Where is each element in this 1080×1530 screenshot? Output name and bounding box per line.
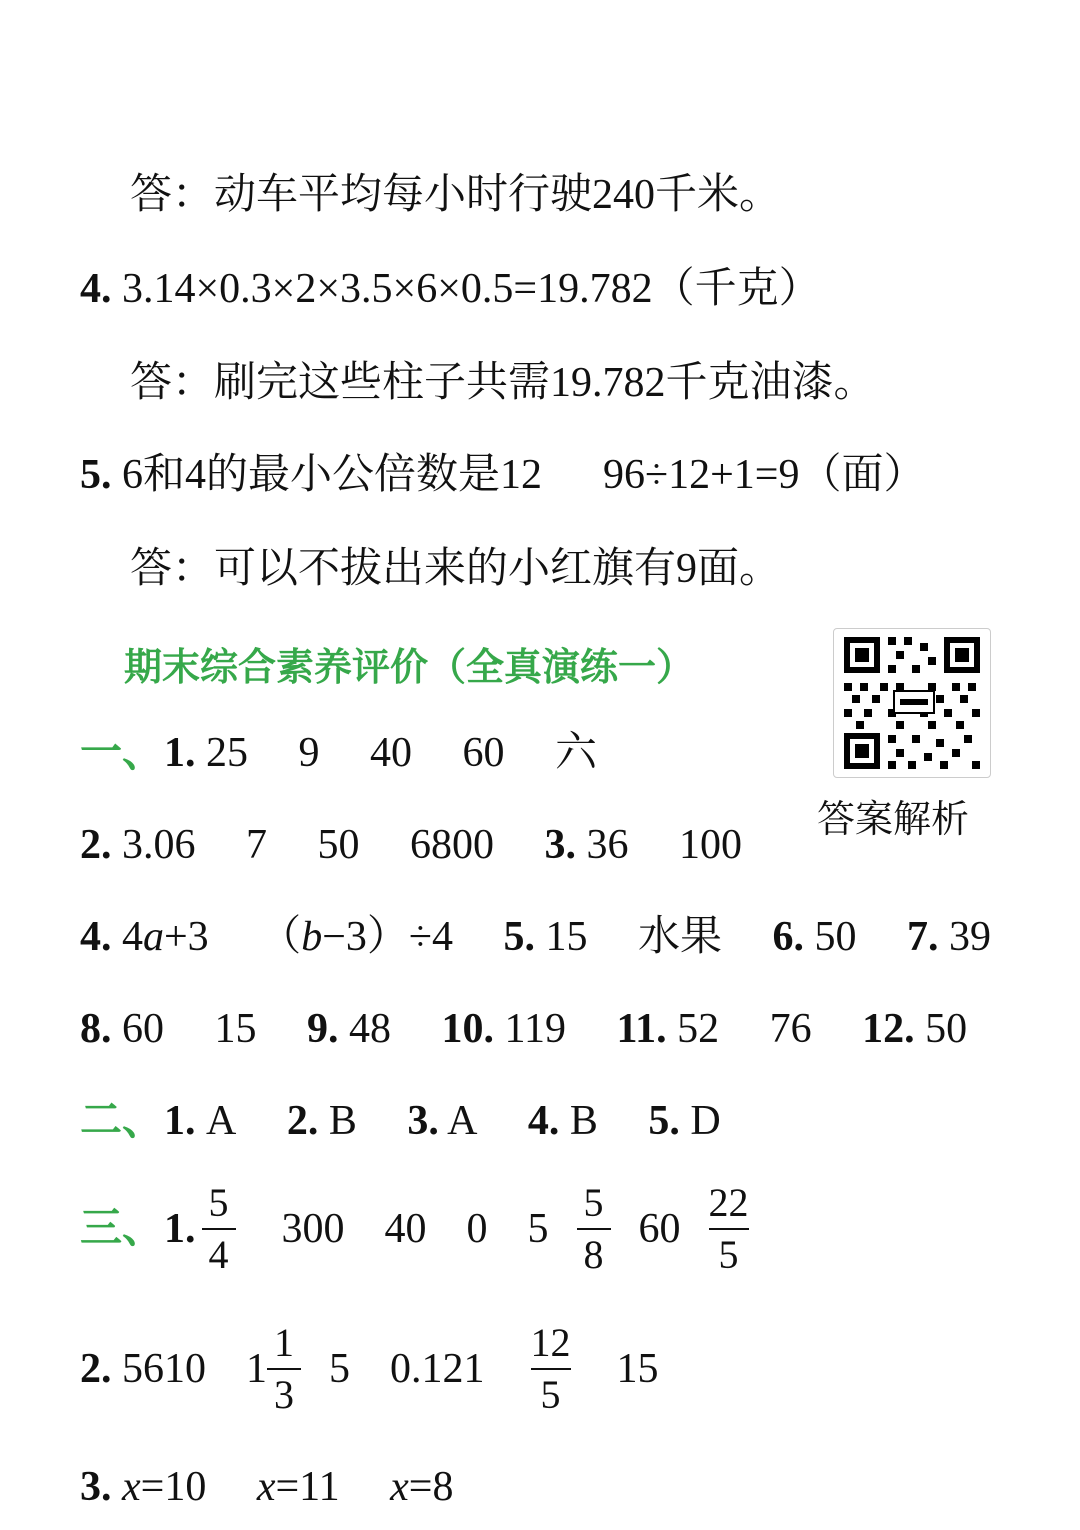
- item-number: 10.: [441, 1006, 494, 1052]
- answer-value: 300: [281, 1206, 345, 1252]
- fraction-denominator: 4: [208, 1232, 229, 1277]
- mixed-number: [246, 1322, 307, 1416]
- answer-value: 15: [616, 1346, 659, 1392]
- answer-value: 15: [214, 1006, 257, 1052]
- item-number: 2.: [80, 1346, 112, 1392]
- answer-value: 9: [298, 730, 320, 776]
- answer-value: 60: [638, 1206, 681, 1252]
- answer-value: 25: [206, 730, 249, 776]
- fraction: [577, 1182, 611, 1276]
- answer-value: 48: [349, 1006, 391, 1052]
- answer-value: 5610: [122, 1346, 206, 1392]
- item-number: 1.: [164, 1206, 196, 1252]
- question-4: [80, 268, 821, 310]
- answer-5-text: 答：可以不拔出来的小红旗有9面。: [130, 546, 782, 592]
- answer-value: 60: [462, 730, 505, 776]
- fraction-numerator: 5: [583, 1180, 604, 1225]
- answer-value: 5: [329, 1346, 350, 1392]
- fraction-denominator: 8: [583, 1232, 604, 1277]
- part1-row3: [80, 916, 991, 958]
- answer-value: 6800: [410, 822, 494, 868]
- fraction: [531, 1322, 571, 1416]
- fraction-denominator: 5: [718, 1232, 739, 1277]
- answer-value: 3.06: [122, 822, 196, 868]
- expr-part: +3: [164, 914, 209, 960]
- qr-code-icon[interactable]: [833, 628, 991, 778]
- variable: a: [143, 914, 164, 960]
- choice-answer: B: [569, 1098, 598, 1144]
- part1-row4: [80, 1008, 967, 1050]
- variable: x: [122, 1464, 141, 1510]
- answer-4-text: 答：刷完这些柱子共需19.782千克油漆。: [130, 360, 876, 406]
- variable: x: [390, 1464, 409, 1510]
- section-title: 期末综合素养评价（全真演练一）: [124, 645, 695, 689]
- answer-value: 60: [122, 1006, 164, 1052]
- item-number: 12.: [862, 1006, 915, 1052]
- item-number: 9.: [307, 1006, 339, 1052]
- answer-value: 119: [504, 1006, 566, 1052]
- fraction-numerator: 5: [208, 1180, 229, 1225]
- variable: x: [256, 1464, 276, 1510]
- part3-marker: 三、: [80, 1206, 165, 1252]
- answer-value: 52: [677, 1006, 720, 1052]
- item-number: 4.: [80, 914, 112, 960]
- fraction-numerator: 22: [708, 1180, 749, 1225]
- variable: b: [301, 914, 323, 960]
- question-5: [80, 454, 925, 496]
- answer-value: =10: [140, 1464, 207, 1510]
- answer-3-text: 答：动车平均每小时行驶240千米。: [130, 172, 782, 218]
- fraction-denominator: 5: [540, 1372, 561, 1417]
- choice-answer: D: [690, 1098, 721, 1144]
- item-number: 11.: [616, 1006, 667, 1052]
- answer-value: 50: [317, 822, 360, 868]
- fraction: [202, 1182, 236, 1276]
- expr-part: （: [259, 914, 302, 960]
- item-number: 1.: [164, 1098, 196, 1144]
- fraction-denominator: 3: [274, 1372, 294, 1417]
- item-number: 3.: [544, 822, 576, 868]
- item-number: 5.: [503, 914, 535, 960]
- answer-value: 5: [527, 1206, 549, 1252]
- expr-part: −3）÷4: [322, 914, 453, 960]
- item-number: 3.: [407, 1098, 439, 1144]
- fraction-numerator: 1: [274, 1320, 294, 1365]
- part3-row1: [80, 1182, 755, 1276]
- choice-answer: A: [206, 1098, 237, 1144]
- part3-row3: [80, 1466, 453, 1508]
- answer-4: [130, 362, 876, 404]
- answer-value: =8: [408, 1464, 454, 1510]
- answer-value: 50: [814, 914, 857, 960]
- answer-value: 40: [370, 730, 413, 776]
- q4-number: 4.: [80, 266, 112, 312]
- answer-value: 六: [555, 730, 598, 776]
- answer-value: 0: [466, 1206, 488, 1252]
- mixed-whole: 1: [246, 1346, 267, 1392]
- answer-value: 7: [246, 822, 267, 868]
- answer-3: [130, 174, 781, 216]
- part1-marker: 一、: [80, 730, 165, 776]
- qr-label: 答案解析: [817, 797, 970, 841]
- item-number: 4.: [527, 1098, 560, 1144]
- answer-value: 水果: [637, 914, 722, 960]
- part2-marker: 二、: [80, 1098, 165, 1144]
- item-number: 5.: [648, 1098, 680, 1144]
- item-number: 2.: [286, 1098, 319, 1144]
- answer-value: 76: [769, 1006, 812, 1052]
- fraction: [709, 1182, 749, 1276]
- expr-part: 4: [122, 914, 143, 960]
- choice-answer: B: [328, 1098, 357, 1144]
- item-number: 6.: [772, 914, 804, 960]
- q5-expression: 96÷12+1=9（面）: [603, 452, 926, 498]
- fraction: [267, 1322, 301, 1416]
- item-number: 1.: [164, 730, 196, 776]
- answer-value: 15: [545, 914, 588, 960]
- item-number: 7.: [906, 914, 939, 960]
- answer-value: 50: [925, 1006, 968, 1052]
- answer-value: =11: [275, 1464, 340, 1510]
- choice-answer: A: [447, 1098, 478, 1144]
- part3-row2: [80, 1322, 659, 1416]
- qr-code-graphic: [834, 629, 990, 777]
- q5-number: 5.: [80, 452, 112, 498]
- item-number: 8.: [80, 1006, 112, 1052]
- item-number: 2.: [80, 822, 112, 868]
- answer-value: 40: [384, 1206, 427, 1252]
- answer-value: 0.121: [390, 1346, 485, 1392]
- part1-row1: [80, 732, 597, 774]
- answer-value: 36: [586, 822, 629, 868]
- part1-row2: [80, 824, 742, 866]
- fraction-numerator: 12: [530, 1320, 571, 1365]
- answer-value: 39: [948, 914, 991, 960]
- item-number: 3.: [80, 1464, 112, 1510]
- answer-value: 100: [679, 822, 742, 868]
- answer-5: [130, 548, 781, 590]
- q5-lcm-text: 6和4的最小公倍数是12: [122, 452, 543, 498]
- q4-expression: 3.14×0.3×2×3.5×6×0.5=19.782（千克）: [122, 266, 821, 312]
- part2-row: [80, 1100, 721, 1142]
